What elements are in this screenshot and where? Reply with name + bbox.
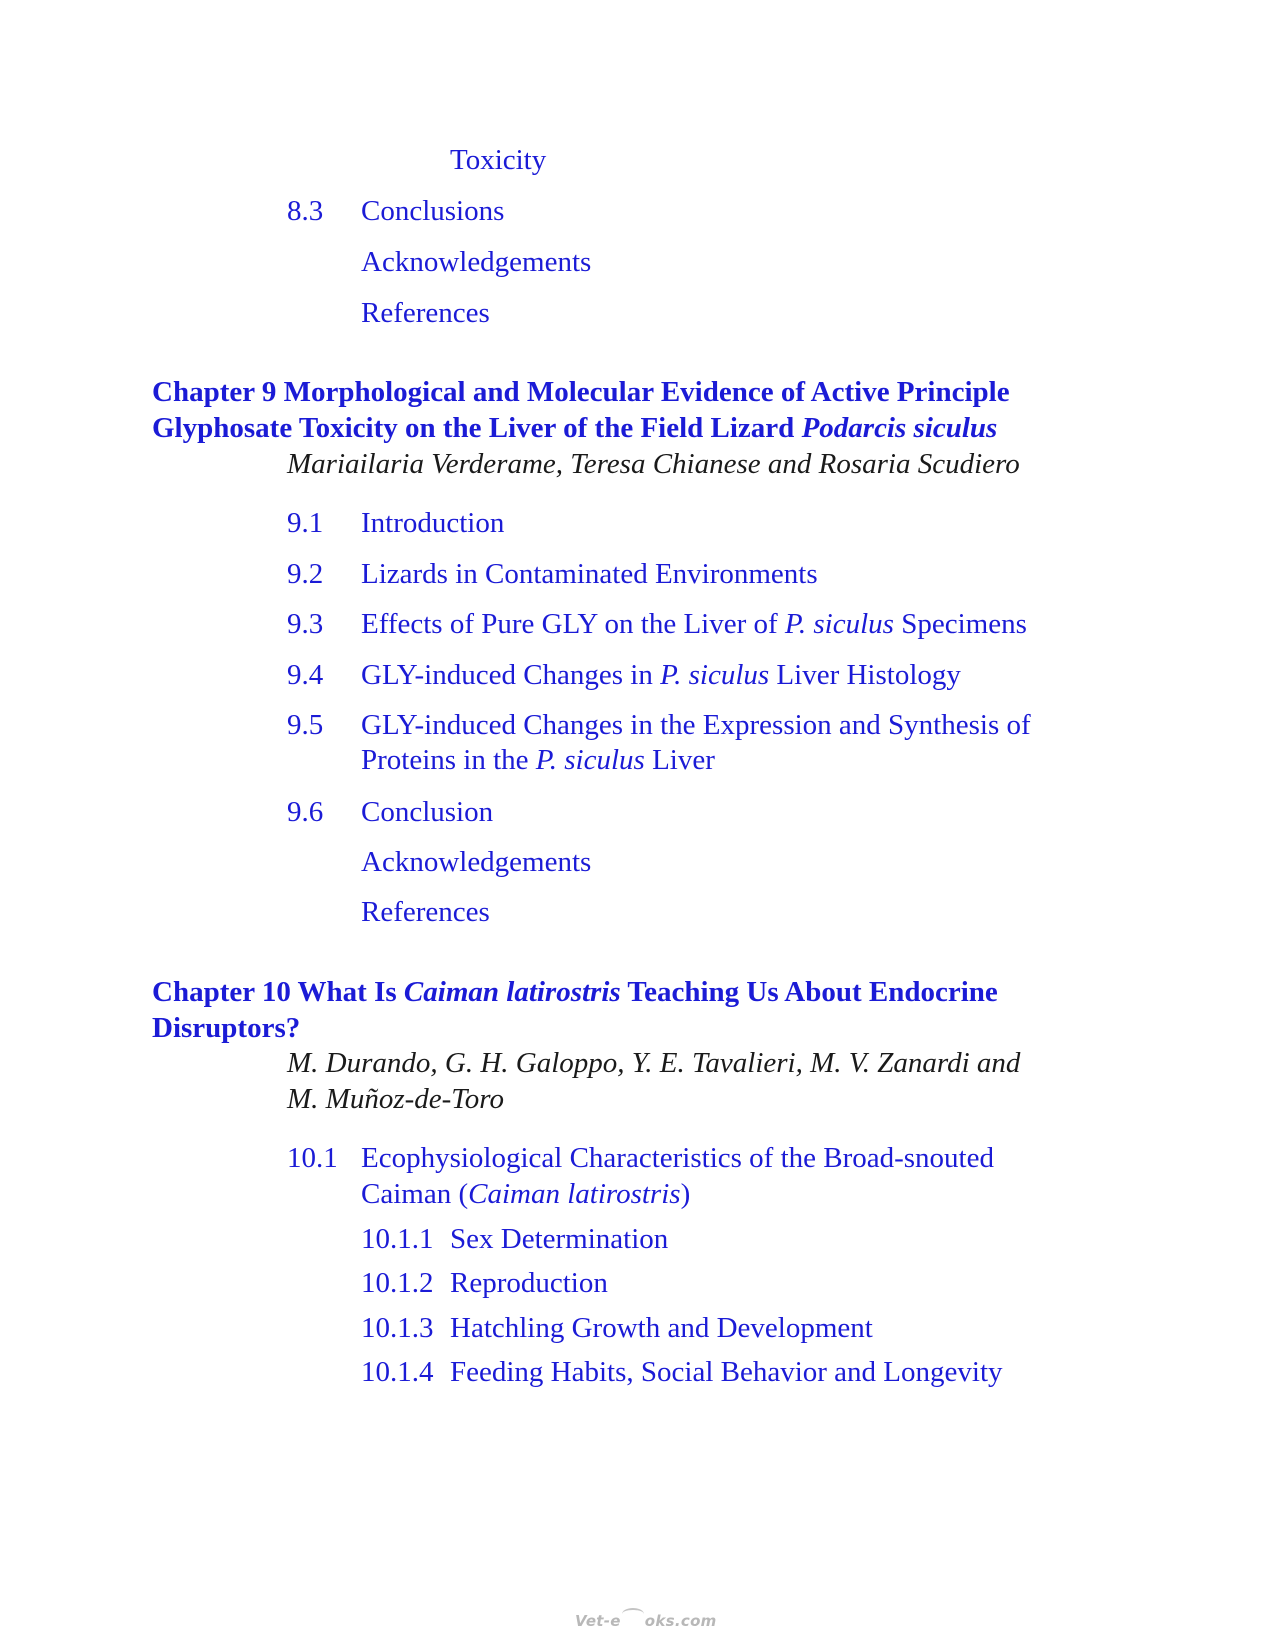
chapter-10-species: Caiman latirostris [403,976,621,1008]
toc-link-ecophysiological-line-2[interactable] [361,1176,690,1212]
toc-link-hatchling-growth[interactable]: Hatchling Growth and Development [450,1312,873,1344]
toc-link-gly-expression-line-2[interactable] [361,742,715,778]
toc-link-references-ch8[interactable]: References [361,297,490,329]
section-number-9-4: 9.4 [287,659,324,691]
chapter-10-title-line-2[interactable]: Disruptors? [152,1012,301,1044]
section-number-8-3: 8.3 [287,195,324,227]
vet-ebooks-watermark [575,1608,717,1630]
section-number-10-1-1: 10.1.1 [361,1223,434,1255]
section-text: Proteins in the [361,744,536,776]
chapter-10-authors-line-2: M. Muñoz-de-Toro [287,1083,504,1115]
section-number-10-1-3: 10.1.3 [361,1312,434,1344]
section-number-9-6: 9.6 [287,796,324,828]
section-species: P. siculus [784,608,894,640]
chapter-10-title-text: Chapter 10 What Is [152,976,404,1008]
toc-link-reproduction[interactable]: Reproduction [450,1267,608,1299]
section-number-9-1: 9.1 [287,507,324,539]
chapter-9-title-line-1[interactable]: Chapter 9 Morphological and Molecular Evidence of Active Principle [152,376,1010,408]
section-text: Effects of Pure GLY on the Liver of [361,608,785,640]
chapter-9-title-line-2[interactable] [152,410,997,447]
section-text: ) [680,1178,691,1210]
toc-link-ecophysiological-line-1[interactable]: Ecophysiological Characteristics of the Broad-snouted [361,1142,994,1174]
section-number-9-3: 9.3 [287,608,324,640]
toc-link-references-ch9[interactable]: References [361,896,490,928]
section-number-10-1-2: 10.1.2 [361,1267,434,1299]
book-icon [622,1608,644,1620]
toc-link-feeding-habits[interactable]: Feeding Habits, Social Behavior and Longevity [450,1356,1003,1388]
toc-link-lizards-contaminated[interactable]: Lizards in Contaminated Environments [361,558,818,590]
section-text: GLY-induced Changes in [361,659,661,691]
toc-link-conclusion[interactable]: Conclusion [361,796,494,828]
section-number-9-2: 9.2 [287,558,324,590]
section-species: P. siculus [535,744,645,776]
chapter-10-title-line-1[interactable] [152,974,998,1011]
section-number-10-1-4: 10.1.4 [361,1356,434,1388]
section-number-10-1: 10.1 [287,1142,338,1174]
section-species: P. siculus [660,659,770,691]
section-species: Caiman latirostris [468,1178,681,1210]
watermark-text: Vet-e [575,1612,621,1630]
toc-link-conclusions[interactable]: Conclusions [361,195,505,227]
section-text: Liver [644,744,715,776]
toc-link-acknowledgements-ch9[interactable]: Acknowledgements [361,846,592,878]
toc-link-toxicity[interactable]: Toxicity [450,144,547,176]
chapter-10-title-text: Teaching Us About Endocrine [620,976,998,1008]
section-text: Caiman ( [361,1178,469,1210]
toc-link-sex-determination[interactable]: Sex Determination [450,1223,669,1255]
chapter-9-title-text: Glyphosate Toxicity on the Liver of the Field Lizard [152,412,802,444]
toc-link-acknowledgements-ch8[interactable]: Acknowledgements [361,246,592,278]
chapter-9-species: Podarcis siculus [801,412,998,444]
watermark-text: oks.com [644,1612,717,1630]
toc-link-gly-liver-histology[interactable] [361,657,961,693]
chapter-10-authors-line-1: M. Durando, G. H. Galoppo, Y. E. Tavalieri, M. V. Zanardi and [287,1047,1021,1079]
toc-link-introduction[interactable]: Introduction [361,507,505,539]
section-number-9-5: 9.5 [287,709,324,741]
chapter-9-authors: Mariailaria Verderame, Teresa Chianese and Rosaria Scudiero [287,448,1020,480]
section-text: Specimens [893,608,1027,640]
section-text: Liver Histology [769,659,961,691]
toc-link-gly-expression-line-1[interactable]: GLY-induced Changes in the Expression and Synthesis of [361,709,1031,741]
toc-link-effects-pure-gly[interactable] [361,606,1027,642]
